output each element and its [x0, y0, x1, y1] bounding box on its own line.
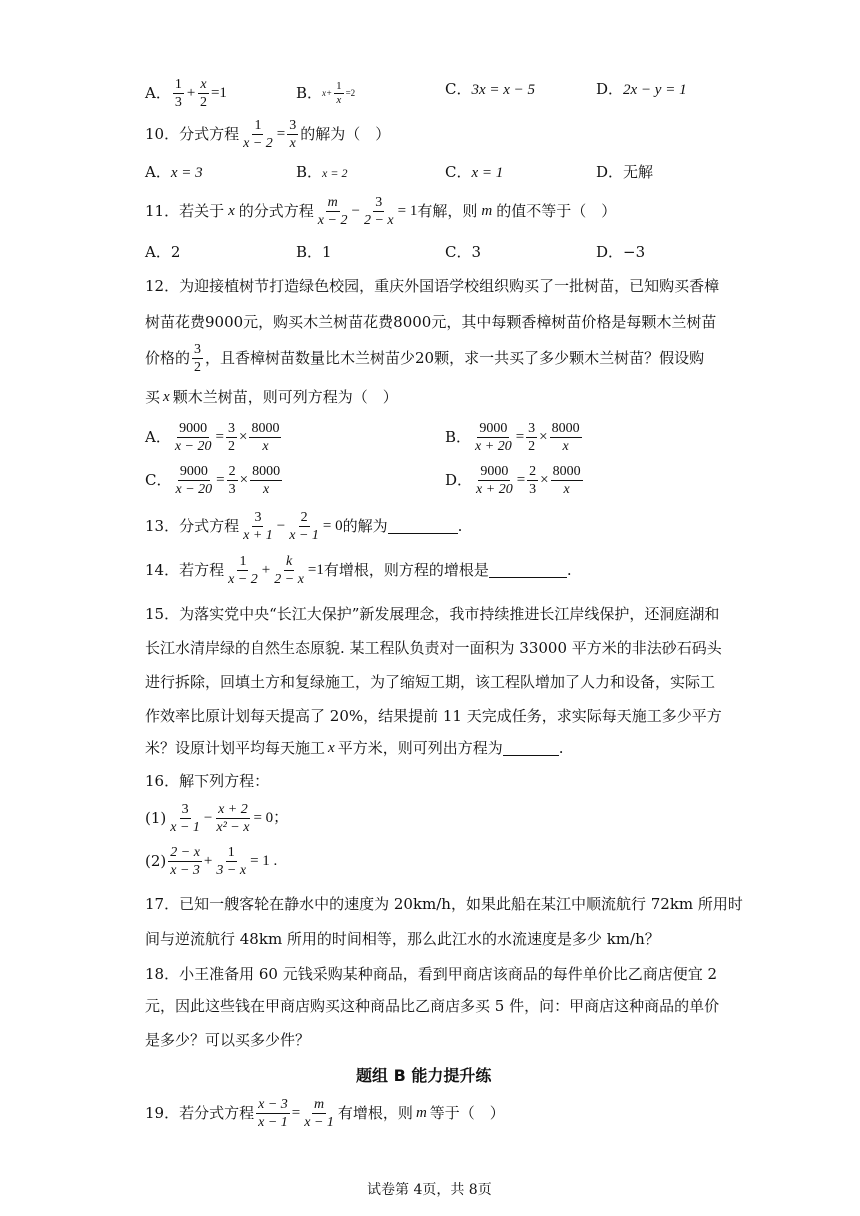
question-11: 11． 若关于 x 的分式方程 $\frac{m}{x - 2}$ − $\frac{3}{2 - x}$ = 1 有解，则 m 的值不等于（ ）	[145, 195, 617, 228]
q10-option-a: A．x = 3	[145, 163, 203, 181]
q12-line-1: 12．为迎接植树节打造绿色校园，重庆外国语学校组织购买了一批树苗，已知购买香樟	[145, 277, 720, 295]
q18-line-3: 是多少？可以买多少件？	[145, 1031, 311, 1049]
answer-blank[interactable]	[503, 741, 559, 756]
q12-option-d: D． $\frac{9000}{x + 20}$ = $\frac{2}{3}$ × $\frac{8000}{x}$	[445, 464, 581, 497]
q12-line-3: 价格的 $\frac{3}{2}$ ，且香樟树苗数量比木兰树苗少20颗，求一共买了多少颗木兰树苗？假设购	[145, 342, 705, 375]
q15-line-4: 作效率比原计划每天提高了 20%，结果提前 11 天完成任务，求实际每天施工多少平方	[145, 707, 722, 725]
q15-line-5: 米？设原计划平均每天施工 x 平方米，则可列出方程为 .	[145, 739, 564, 757]
q18-line-2: 元，因此这些钱在甲商店购买这种商品比乙商店多买 5 件，问：甲商店这种商品的单价	[145, 997, 720, 1015]
q10-option-b: B．x = 2	[296, 163, 348, 181]
page-footer: 试卷第 4页，共 8页	[367, 1182, 492, 1198]
q9-option-c: C．3x = x − 5	[445, 80, 536, 98]
q11-option-c: C．3	[445, 243, 482, 261]
q16-title: 16．解下列方程：	[145, 772, 270, 790]
q16-part-2: (2) $\frac{2 - x}{x - 3}$ + $\frac{1}{3 - x}$ = 1 .	[145, 845, 278, 878]
q16-part-1: (1) $\frac{3}{x - 1}$ − $\frac{x + 2}{\text{x² − x}}$ = 0；	[145, 802, 289, 835]
question-13: 13． 分式方程 $\frac{3}{x + 1}$ − $\frac{2}{x - 1}$ = 0 的解为 .	[145, 510, 463, 543]
q10-option-d: D．无解	[596, 163, 654, 181]
q15-line-3: 进行拆除，回填土方和复绿施工，为了缩短工期，该工程队增加了人力和设备，实际工	[145, 673, 716, 691]
q17-line-1: 17．已知一艘客轮在静水中的速度为 20km/h，如果此船在某江中顺流航行 72km 所用时	[145, 895, 743, 913]
q15-line-2: 长江水清岸绿的自然生态原貌. 某工程队负责对一面积为 33000 平方米的非法砂石码头	[145, 639, 722, 657]
answer-blank[interactable]	[489, 563, 567, 578]
q12-option-c: C． $\frac{9000}{x - 20}$ = $\frac{2}{3}$ × $\frac{8000}{x}$	[145, 464, 281, 497]
q9-option-b: B． x+ $\frac{1}{x}$ =2	[296, 80, 356, 106]
q17-line-2: 间与逆流航行 48km 所用的时间相等，那么此江水的水流速度是多少 km/h？	[145, 930, 660, 948]
q12-line-4: 买 x 颗木兰树苗，则可列方程为（ ）	[145, 388, 398, 406]
q9-option-d: D．2x − y = 1	[596, 80, 687, 98]
q15-line-1: 15．为落实党中央“长江大保护”新发展理念，我市持续推进长江岸线保护，还洞庭湖和	[145, 605, 720, 623]
q10-option-c: C．x = 1	[445, 163, 504, 181]
q18-line-1: 18．小王准备用 60 元钱采购某种商品，看到甲商店该商品的每件单价比乙商店便宜 2	[145, 965, 718, 983]
q12-option-a: A． $\frac{9000}{x - 20}$ = $\frac{3}{2}$ × $\frac{8000}{x}$	[145, 421, 280, 454]
q12-line-2: 树苗花费9000元，购买木兰树苗花费8000元，其中每颗香樟树苗价格是每颗木兰树苗	[145, 313, 717, 331]
section-title: 题组 B 能力提升练	[356, 1066, 492, 1085]
q9-option-a: A． $\frac{1}{3}$ + $\frac{x}{2}$ =1	[145, 77, 227, 110]
question-14: 14． 若方程 $\frac{1}{x - 2}$ + $\frac{k}{2 - x}$ =1 有增根，则方程的增根是 .	[145, 554, 572, 587]
question-10: 10． 分式方程 $\frac{1}{x - 2}$ = $\frac{3}{x}$ 的解为（ ）	[145, 118, 391, 151]
q12-option-b: B． $\frac{9000}{x + 20}$ = $\frac{3}{2}$ × $\frac{8000}{x}$	[445, 421, 580, 454]
question-19: 19． 若分式方程 $\frac{x - 3}{x - 1}$ = $\frac{m}{x - 1}$ 有增根，则 m 等于（ ）	[145, 1097, 505, 1130]
q11-option-d: D．−3	[596, 243, 646, 261]
q11-option-b: B．1	[296, 243, 332, 261]
answer-blank[interactable]	[388, 519, 458, 534]
q11-option-a: A．2	[145, 243, 181, 261]
